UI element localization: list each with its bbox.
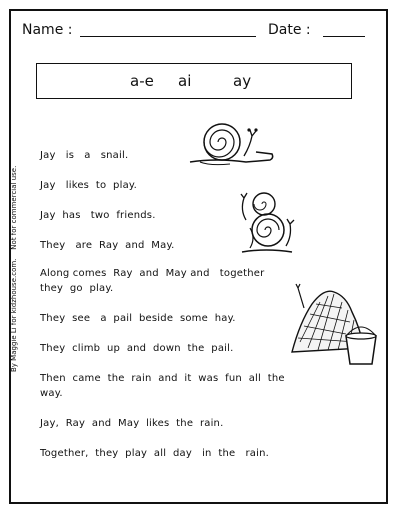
- story-line-5: Along comes Ray and May and together: [40, 268, 265, 279]
- story-line-2: Jay likes to play.: [40, 180, 137, 191]
- story-line-3: Jay has two friends.: [40, 210, 156, 221]
- name-blank-line: [80, 36, 256, 37]
- date-label: Date :: [268, 22, 311, 38]
- sound-a-e: a-e: [130, 72, 154, 90]
- story-line-8-cont: way.: [40, 388, 63, 399]
- story-line-6: They see a pail beside some hay.: [40, 313, 236, 324]
- story-line-1: Jay is a snail.: [40, 150, 129, 161]
- story-line-9: Jay, Ray and May likes the rain.: [40, 418, 224, 429]
- sound-ay: ay: [233, 72, 252, 90]
- credit-text: By Maggie Li for kidzhouse.com. Not for commercial use.: [10, 165, 18, 372]
- story-line-8: Then came the rain and it was fun all the: [40, 373, 285, 384]
- snails-icon: [236, 190, 298, 258]
- story-line-5-cont: they go play.: [40, 283, 114, 294]
- sound-ai: ai: [178, 72, 192, 90]
- story-line-10: Together, they play all day in the rain.: [40, 448, 270, 459]
- haystack-with-pail-icon: [290, 282, 382, 366]
- date-blank-line: [323, 36, 365, 37]
- story-line-7: They climb up and down the pail.: [40, 343, 234, 354]
- story-line-4: They are Ray and May.: [40, 240, 175, 251]
- phonics-sound-box: [36, 63, 352, 99]
- snail-icon: [186, 118, 278, 168]
- name-label: Name :: [22, 22, 73, 38]
